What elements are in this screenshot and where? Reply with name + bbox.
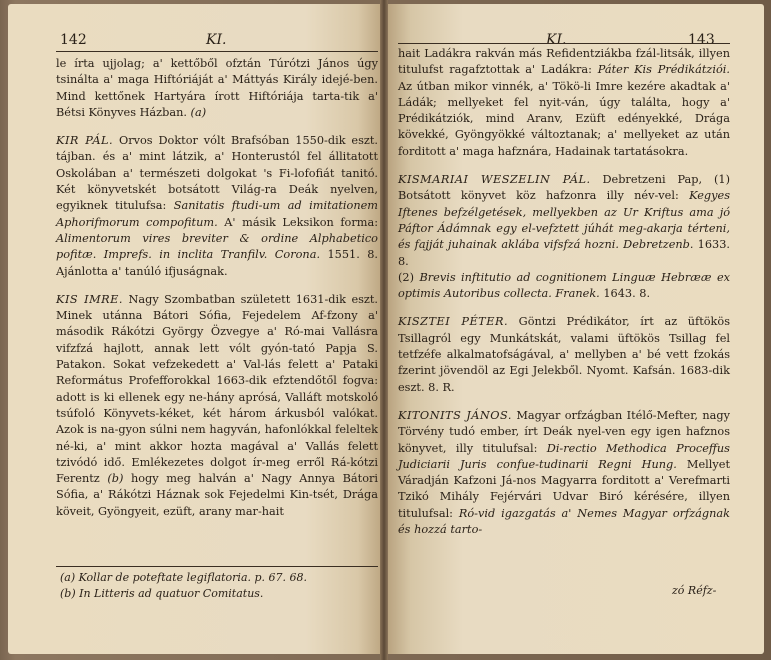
paragraph-turotzi-history (56, 56, 378, 121)
entry-kitonits (398, 408, 730, 538)
right-page (388, 4, 764, 654)
entry-kismariai-2 (398, 270, 730, 303)
left-text-body (56, 56, 378, 520)
left-page (8, 4, 380, 654)
paragraph-text: Az útban mikor vinnék, a' Tökö-li Imre kezére akadtak a' Ládák; mellyeket fel nyit-ván, úgy találta, hogy a' Prédikátziók, mind Aranv, Ezüft edényekké, Drága kövekké, Gyöngyökké változtanak; a' mellyeket az után forditott a' maga hafznára, Hadainak tartatásokra. (398, 79, 730, 158)
entry-heading: KISMARIAI WESZELIN PÁL. (398, 173, 591, 187)
footnote-rule (56, 566, 378, 567)
footnote-a: (a) Kollar de poteftate legiflatoria. p. 67. 68. (60, 571, 308, 584)
book-title: Sanitatis ftudi-um ad imitationem Aphorifmorum compofitum. (56, 199, 378, 229)
entry-text: Mellyet Váradján Kafzoni Já-nos Magyarra forditott a' Verefmarti Tzikó Mihály Fejérvári Udvar Biró kérésére, illyen titulufsal: (398, 457, 730, 520)
left-page-number: 142 (60, 32, 87, 48)
paragraph-text: hait Ladákra rakván más Refidentziákba fzál-litsák, illyen titulufst ragafztottak a' Ladákra: (398, 47, 730, 77)
book-title: Kegyes Iftenes befzélgetések, mellyekben az Ur Kriftus ama jó Páftor Ádámnak egy el-vefztett júhát meg-akarja térteni, és fajját juhainak aklába vifsfzá hozni. Debretzenb. (398, 189, 730, 252)
footnotes (60, 570, 378, 602)
footnote-ref-a: (a) (190, 105, 207, 119)
entry-kismariai (398, 172, 730, 270)
entry-text: Debretzeni Pap, (1) Botsátott könyvet köz hafzonra illy név-vel: (398, 173, 730, 203)
paragraph-ladak (398, 46, 730, 160)
entry-text: 1551. 8. Ajánlotta a' tanúló ifjuságnak. (56, 248, 378, 278)
entry-kis-imre (56, 292, 378, 520)
footnote-ref-b: (b) (107, 472, 124, 486)
entry-kir-pal (56, 133, 378, 280)
book-title: Alimentorum vires breviter & ordine Alphabetico pofitæ. Imprefs. in inclita Tranfilv. Corona. (56, 231, 378, 262)
entry-text: Magyar orfzágban Itélő-Mefter, nagy Törvény tudó ember, írt Deák nyel-ven egy igen hafznos könyvet, illy titulufsal: (398, 408, 730, 455)
entry-text: Orvos Doktor vólt Brafsóban 1550-dik eszt. tájban. és a' mint látzik, a' Honterustól fel állitatott Oskolában a' természeti dolgokat 's Fi-lofofiát tanitó. Két könyvetskét botsátott Világ-ra Deák nyelven, egyiknek titulufsa: (56, 134, 378, 213)
paragraph-text: le írta ujjolag; a' kettőből ofztán Túrótzi János úgy tsinálta a' maga Hiftóriáját a' Máttyás Király idejé-ben. Mind kettőnek Hartyára írott Hiftóriája tarta-tik a' Bétsi Könyves Házban. (56, 57, 378, 119)
right-page-number: 143 (688, 32, 715, 48)
entry-text: (2) (398, 270, 420, 284)
book-title: Páter Kis Prédikátziói. (597, 63, 730, 77)
entry-text: Nagy Szombatban született 1631-dik eszt. Minek utánna Bátori Sófia, Fejedelem Af-fzony a' második Rákótzi György Özvegye a' Ró-mai Vallásra vifzfzá hajlott, annak lett vólt gyón-tató Papja S. Patakon. Sokat vefzekedett a' Val-lás felett a' Pataki Református Profefforokkal 1663-dik efztendőtől fogva: adott is ki ellenek egy ne-hány aprósá, Valláft motskoló tsúfoló Könyvets-kéket, két három árkusból valókat. Azok is na-gyon súlni nem hagyván, hafonlókkal feleltek né-ki, a' mint akkor hozta magával a' Vallás felett tzivódó idő. Emlékezetes dolgot ír-meg erről Rá-kótzi Ferentz (56, 292, 379, 486)
entry-text: A' másik Leksikon forma: (217, 215, 378, 229)
right-text-body (398, 46, 730, 538)
book-title: Brevis inftitutio ad cognitionem Linguæ Hebrææ ex optimis Autoribus collecta. Franek. (398, 270, 730, 301)
entry-heading: KIR PÁL. (56, 134, 114, 148)
book-title: Ró-vid igazgatás a' Nemes Magyar orfzágnak és hozzá tarto- (398, 506, 730, 537)
catchword: zó Réfz- (672, 584, 717, 597)
entry-text: 1633. 8. (398, 238, 730, 268)
entry-text: Göntzi Prédikátor, írt az üftökös Tsillagról egy Munkátskát, valami üftökös Tsillag fel tetfzéfe alkalmatofságával, a' mellyben a' bé vett fzokás fzerint jövendöl az Egi Jelekből. Nyomt. Kafsán. 1683-dik eszt. 8. R. (398, 315, 730, 394)
entry-text: hogy meg halván a' Nagy Annya Bátori Sófia, a' Rákótzi Háznak sok Fejedelmi Kin-tsét, Drága köveit, Gyöngyeit, ezüft, arany mar-hait (56, 472, 379, 518)
footnote-b: (b) In Litteris ad quatuor Comitatus. (60, 587, 264, 600)
entry-heading: KIS IMRE. (56, 292, 123, 306)
book-title: Di-rectio Methodica Proceffus Judiciarii Juris confue-tudinarii Regni Hung. (398, 441, 730, 471)
entry-heading: KISZTEI PÉTER. (398, 315, 509, 329)
book-gutter (380, 0, 388, 660)
left-header-rule (56, 51, 378, 52)
entry-text: 1643. 8. (599, 287, 651, 301)
right-header-rule (398, 43, 730, 44)
left-running-header (8, 32, 380, 52)
right-running-head: KI. (546, 32, 567, 48)
entry-kisztei (398, 314, 730, 395)
left-running-head: KI. (206, 32, 227, 48)
entry-heading: KITONITS JÁNOS. (398, 408, 512, 422)
